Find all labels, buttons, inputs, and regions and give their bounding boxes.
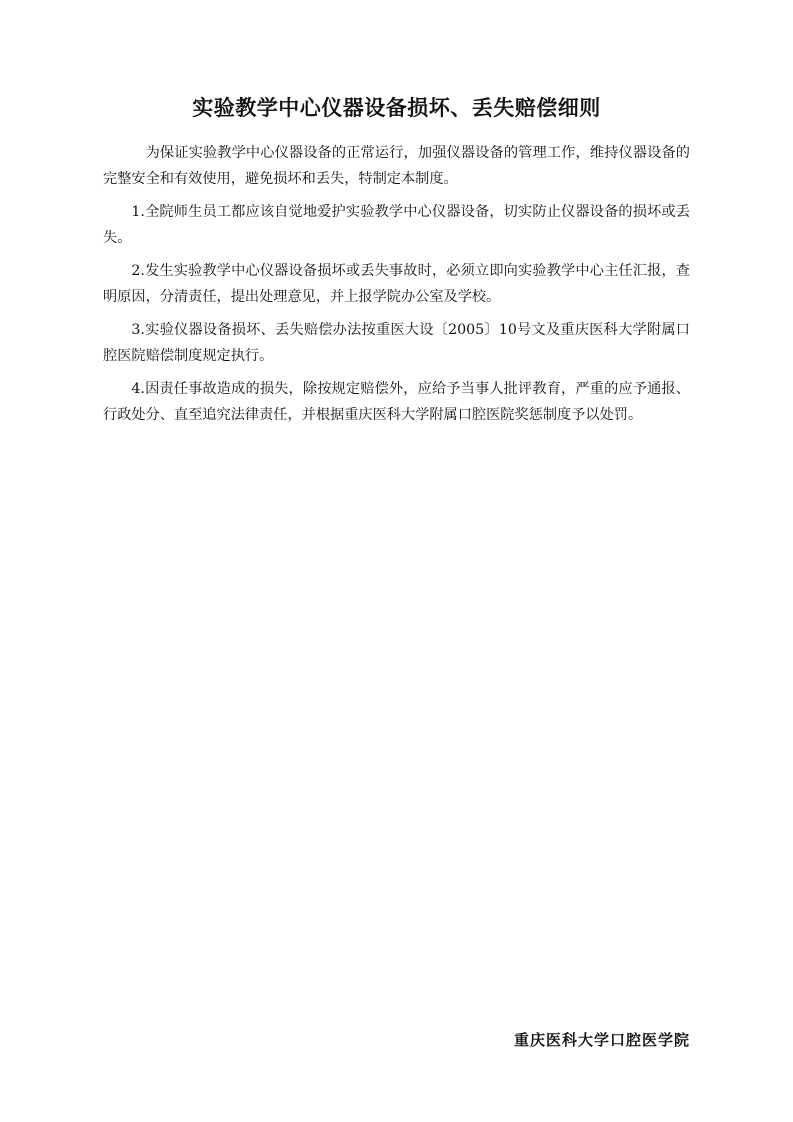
document-body xyxy=(103,140,690,435)
clause-3: 3.实验仪器设备损坏、丢失赔偿办法按重医大设〔2005〕10号文及重庆医科大学附属口腔医院赔偿制度规定执行。 xyxy=(103,322,690,364)
intro-paragraph: 为保证实验教学中心仪器设备的正常运行，加强仪器设备的管理工作，维持仪器设备的完整安全和有效使用，避免损坏和丢失，特制定本制度。 xyxy=(103,145,690,187)
document-title: 实验教学中心仪器设备损坏、丢失赔偿细则 xyxy=(192,96,601,120)
clause-4: 4.因责任事故造成的损失，除按规定赔偿外，应给予当事人批评教育，严重的应予通报、行政处分、直至追究法律责任，并根据重庆医科大学附属口腔医院奖惩制度予以处罚。 xyxy=(103,381,690,423)
clause-2: 2.发生实验教学中心仪器设备损坏或丢失事故时，必须立即向实验教学中心主任汇报，查明原因，分清责任，提出处理意见，并上报学院办公室及学校。 xyxy=(103,263,690,305)
clause-1: 1.全院师生员工都应该自觉地爱护实验教学中心仪器设备，切实防止仪器设备的损坏或丢失。 xyxy=(103,204,690,246)
issuer-signature: 重庆医科大学口腔医学院 xyxy=(513,1031,690,1049)
